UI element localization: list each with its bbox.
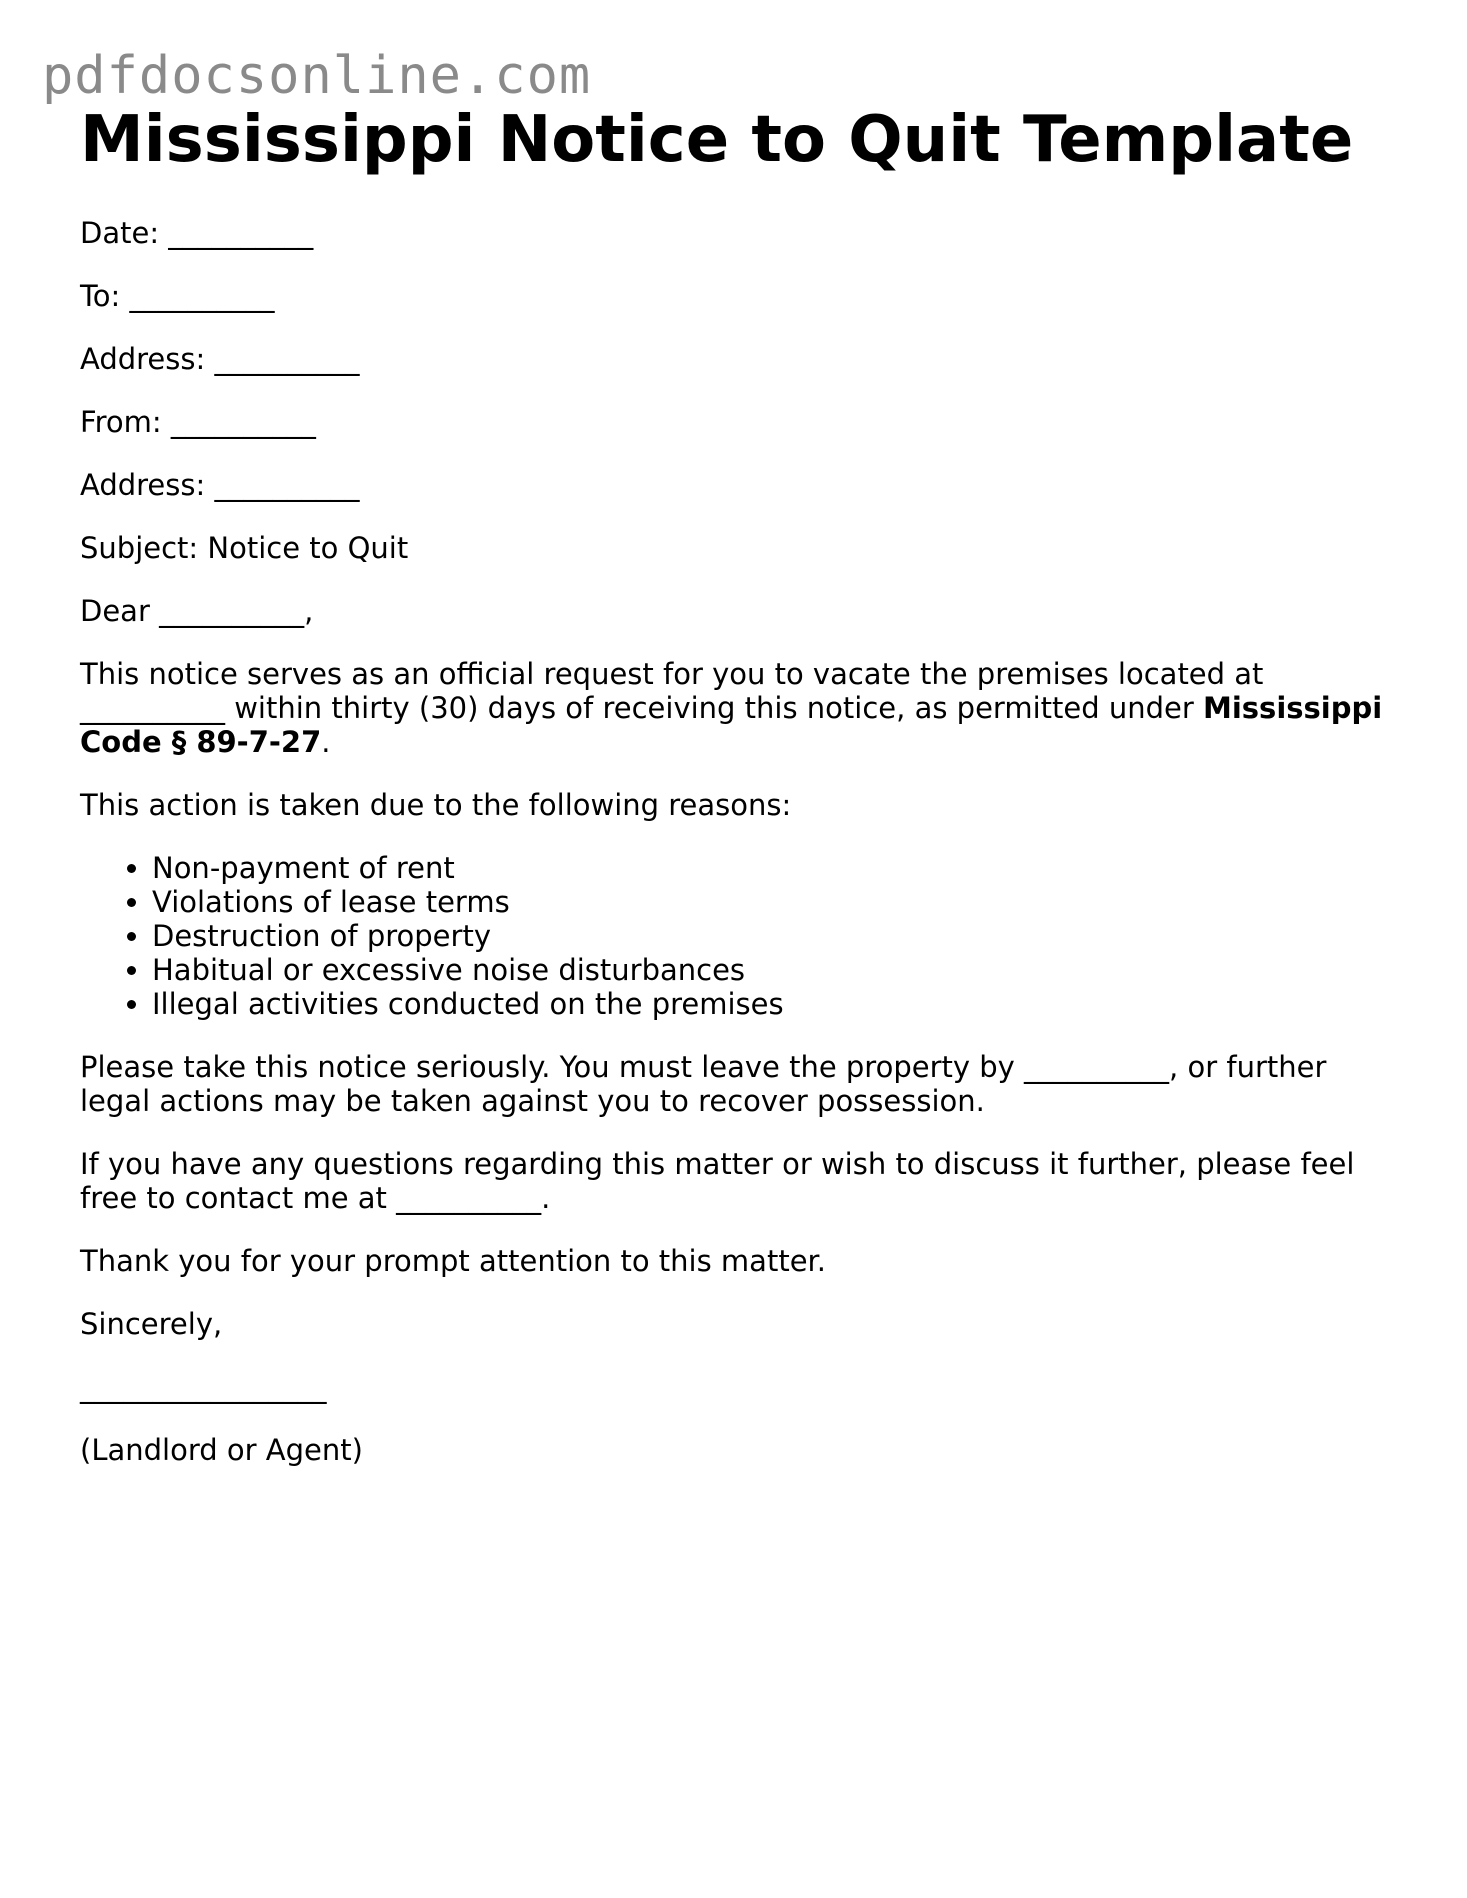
reasons-intro: This action is taken due to the following reasons: <box>80 788 792 822</box>
signature-line: _________________ <box>80 1370 327 1404</box>
list-item: • Destruction of property <box>152 919 1390 953</box>
from-field: From: __________ <box>80 405 316 439</box>
date-field: Date: __________ <box>80 216 314 250</box>
contact-paragraph: If you have any questions regarding this matter or wish to discuss it further, please feel free to contact me at __________. <box>80 1147 1355 1215</box>
watermark-text: pdfdocsonline.com <box>42 46 592 106</box>
list-item: • Violations of lease terms <box>152 885 1390 919</box>
list-item: • Illegal activities conducted on the premises <box>152 987 1390 1021</box>
reasons-list <box>80 851 1390 1021</box>
letter-body <box>80 216 1390 1467</box>
to-address-field: Address: __________ <box>80 342 360 376</box>
notice-paragraph <box>80 657 1390 759</box>
list-item: • Non-payment of rent <box>152 851 1390 885</box>
statute-reference: Mississippi Code § 89-7-27 <box>80 691 1383 759</box>
closing: Sincerely, <box>80 1307 223 1341</box>
signer-role: (Landlord or Agent) <box>80 1433 363 1467</box>
document-page <box>80 100 1390 1467</box>
notice-paragraph-text: This notice serves as an official request for you to vacate the premises located at __________ within thirty (30) days of receiving this notice, as permitted under <box>80 657 1264 725</box>
to-field: To: __________ <box>80 279 275 313</box>
leave-paragraph: Please take this notice seriously. You must leave the property by __________, or further legal actions may be taken against you to recover possession. <box>80 1050 1327 1118</box>
subject-line: Subject: Notice to Quit <box>80 531 409 565</box>
page-title: Mississippi Notice to Quit Template <box>80 103 1354 177</box>
salutation: Dear __________, <box>80 594 314 628</box>
thanks-paragraph: Thank you for your prompt attention to this matter. <box>80 1244 827 1278</box>
from-address-field: Address: __________ <box>80 468 360 502</box>
list-item: • Habitual or excessive noise disturbances <box>152 953 1390 987</box>
notice-paragraph-end: . <box>321 725 331 759</box>
